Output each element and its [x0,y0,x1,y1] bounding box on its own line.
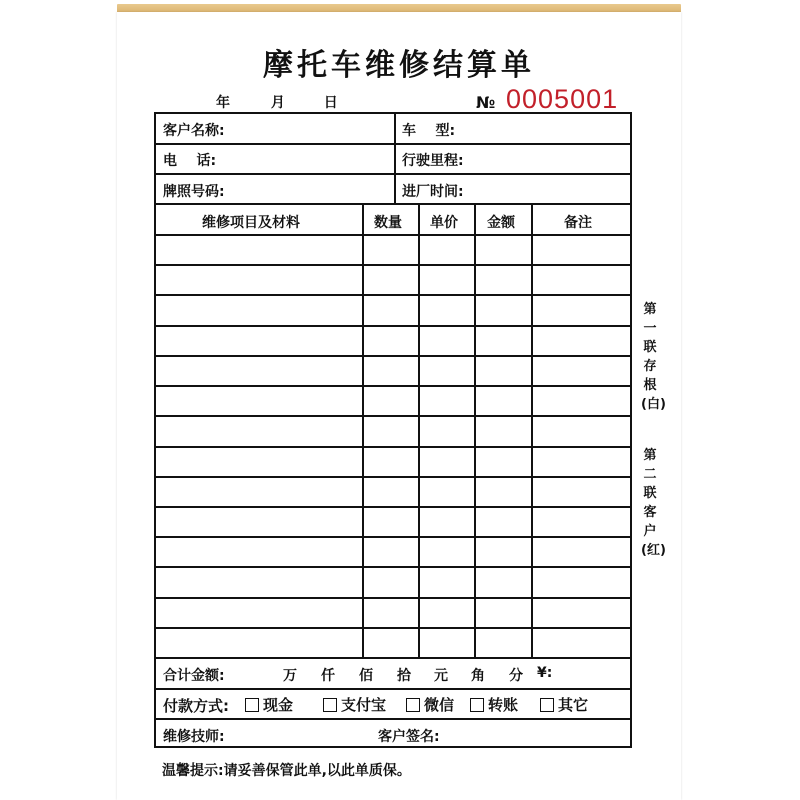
entry-time-label: 进厂时间: [402,184,464,200]
checkbox-icon[interactable] [470,698,484,712]
car-model-label: 车 型: [402,123,456,139]
payment-label: 付款方式: [163,697,229,715]
date-day-label: 日 [323,95,338,111]
payment-option-wechat[interactable] [406,694,454,715]
serial-number: 0005001 [506,84,619,114]
divider [394,112,396,204]
table-row-divider [154,566,632,568]
unit-shi: 拾 [397,668,411,684]
unit-jiao: 角 [471,668,485,684]
unit-yuan: 元 [434,668,448,684]
table-row-divider [154,325,632,327]
col-header-amount: 金额 [487,215,515,231]
checkbox-icon[interactable] [540,698,554,712]
copy2-label: 第二联客户(红) [641,448,666,558]
date-line [216,92,338,112]
mileage-label: 行驶里程: [402,153,464,169]
divider [154,234,632,236]
payment-option-alipay[interactable] [323,694,386,715]
customer-name-label: 客户名称: [163,123,225,139]
table-row-divider [154,355,632,357]
payment-option-transfer[interactable] [470,694,518,715]
table-row-divider [154,294,632,296]
col-header-qty: 数量 [374,215,402,231]
divider [154,718,632,720]
checkbox-icon[interactable] [323,698,337,712]
payment-option-label: 其它 [558,696,589,714]
table-row-divider [154,506,632,508]
payment-option-other[interactable] [540,694,588,715]
table-row-divider [154,264,632,266]
table-row-divider [154,385,632,387]
total-label: 合计金额: [163,668,225,684]
divider [154,143,632,145]
divider [154,173,632,175]
plate-label: 牌照号码: [163,184,225,200]
table-row-divider [154,627,632,629]
unit-bai: 佰 [359,668,373,684]
divider [154,203,632,205]
divider [418,203,420,658]
payment-option-label: 微信 [424,696,455,714]
checkbox-icon[interactable] [245,698,259,712]
currency-label: ¥: [537,665,553,681]
form-frame [154,112,632,748]
table-row-divider [154,536,632,538]
col-header-price: 单价 [430,215,458,231]
technician-label: 维修技师: [163,729,225,745]
phone-label: 电 话: [163,153,217,169]
col-header-remark: 备注 [564,215,592,231]
divider [362,203,364,658]
table-row-divider [154,446,632,448]
unit-fen: 分 [509,668,523,684]
customer-signature-label: 客户签名: [378,729,440,745]
date-year-label: 年 [216,95,230,111]
checkbox-icon[interactable] [406,698,420,712]
payment-option-label: 支付宝 [341,696,387,714]
divider [531,203,533,658]
table-row-divider [154,476,632,478]
divider [154,688,632,690]
table-row-divider [154,415,632,417]
copy1-label: 第一联存根(白) [641,302,666,412]
footer-note: 温馨提示:请妥善保管此单,以此单质保。 [162,763,411,779]
table-row-divider [154,597,632,599]
payment-option-label: 现金 [263,696,294,714]
payment-option-label: 转账 [488,696,519,714]
unit-wan: 万 [283,668,297,684]
serial-label: № [476,93,496,112]
divider [474,203,476,658]
form-title: 摩托车维修结算单 [263,48,535,83]
payment-option-cash[interactable] [245,694,293,715]
divider [154,657,632,659]
unit-qian: 仟 [321,668,335,684]
col-header-item: 维修项目及材料 [202,215,300,231]
date-month-label: 月 [270,95,285,111]
